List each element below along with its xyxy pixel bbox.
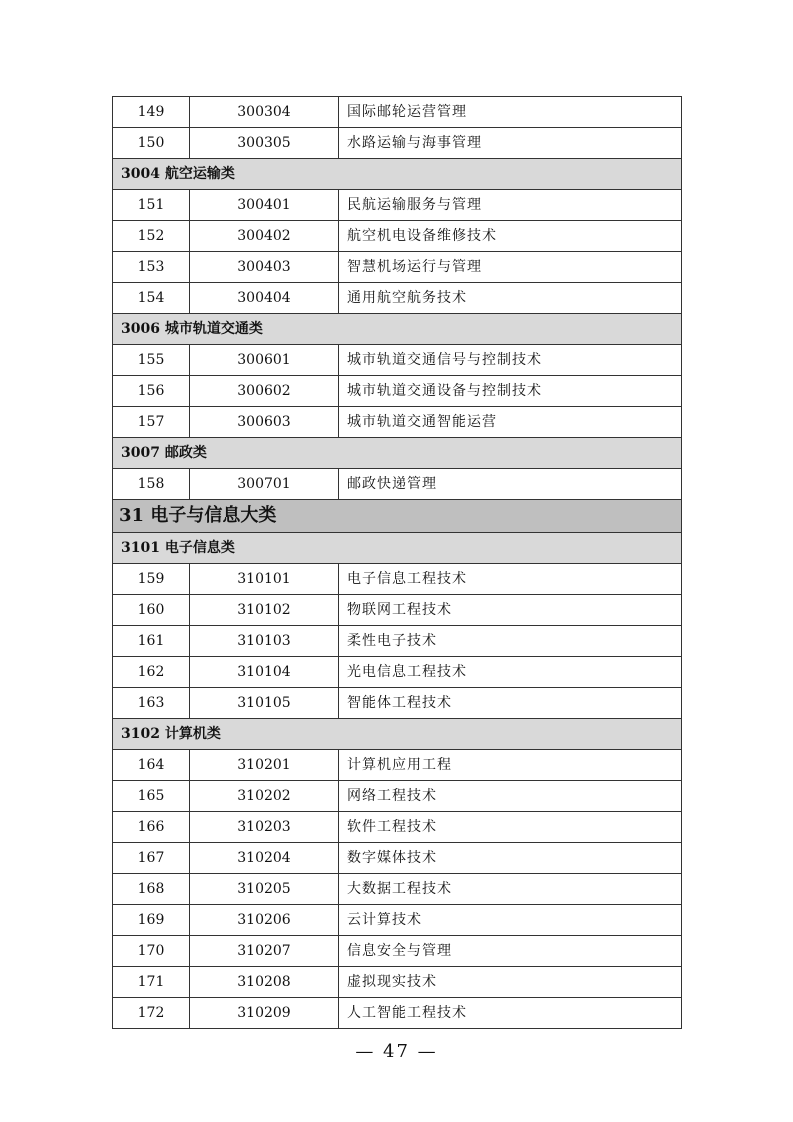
category-label: 3101 电子信息类 xyxy=(113,533,682,564)
table-row xyxy=(113,97,682,128)
row-number: 152 xyxy=(113,221,190,252)
table-row xyxy=(113,221,682,252)
program-code: 300401 xyxy=(190,190,339,221)
category-label: 3004 航空运输类 xyxy=(113,159,682,190)
category-label: 3102 计算机类 xyxy=(113,719,682,750)
program-name: 计算机应用工程 xyxy=(339,750,682,781)
row-number: 172 xyxy=(113,998,190,1029)
program-code: 300601 xyxy=(190,345,339,376)
row-number: 160 xyxy=(113,595,190,626)
table-row xyxy=(113,843,682,874)
program-code: 300603 xyxy=(190,407,339,438)
row-number: 161 xyxy=(113,626,190,657)
program-code: 310201 xyxy=(190,750,339,781)
program-code: 300305 xyxy=(190,128,339,159)
row-number: 162 xyxy=(113,657,190,688)
program-code: 310206 xyxy=(190,905,339,936)
row-number: 149 xyxy=(113,97,190,128)
table-row xyxy=(113,750,682,781)
program-name: 智能体工程技术 xyxy=(339,688,682,719)
row-number: 169 xyxy=(113,905,190,936)
row-number: 163 xyxy=(113,688,190,719)
program-code: 300304 xyxy=(190,97,339,128)
row-number: 150 xyxy=(113,128,190,159)
table-row xyxy=(113,252,682,283)
row-number: 156 xyxy=(113,376,190,407)
program-name: 人工智能工程技术 xyxy=(339,998,682,1029)
program-name: 智慧机场运行与管理 xyxy=(339,252,682,283)
program-code: 300403 xyxy=(190,252,339,283)
program-code: 310204 xyxy=(190,843,339,874)
program-name: 物联网工程技术 xyxy=(339,595,682,626)
row-number: 165 xyxy=(113,781,190,812)
program-code: 310208 xyxy=(190,967,339,998)
program-name: 柔性电子技术 xyxy=(339,626,682,657)
program-name: 数字媒体技术 xyxy=(339,843,682,874)
program-name: 通用航空航务技术 xyxy=(339,283,682,314)
program-name: 国际邮轮运营管理 xyxy=(339,97,682,128)
table-body xyxy=(113,97,682,1029)
category-row xyxy=(113,159,682,190)
row-number: 154 xyxy=(113,283,190,314)
program-code: 310202 xyxy=(190,781,339,812)
program-name: 大数据工程技术 xyxy=(339,874,682,905)
table-row xyxy=(113,874,682,905)
program-code: 310104 xyxy=(190,657,339,688)
program-name: 电子信息工程技术 xyxy=(339,564,682,595)
program-name: 城市轨道交通设备与控制技术 xyxy=(339,376,682,407)
program-name: 网络工程技术 xyxy=(339,781,682,812)
major-category-label: 31 电子与信息大类 xyxy=(113,500,682,533)
table-row xyxy=(113,190,682,221)
program-catalog-table xyxy=(112,96,682,1029)
program-name: 水路运输与海事管理 xyxy=(339,128,682,159)
category-row xyxy=(113,438,682,469)
row-number: 170 xyxy=(113,936,190,967)
program-code: 310205 xyxy=(190,874,339,905)
program-code: 310105 xyxy=(190,688,339,719)
row-number: 159 xyxy=(113,564,190,595)
program-name: 城市轨道交通信号与控制技术 xyxy=(339,345,682,376)
program-name: 光电信息工程技术 xyxy=(339,657,682,688)
table-row xyxy=(113,657,682,688)
row-number: 155 xyxy=(113,345,190,376)
program-name: 邮政快递管理 xyxy=(339,469,682,500)
page-number: — 47 — xyxy=(355,1041,438,1062)
table-row xyxy=(113,967,682,998)
major-category-row xyxy=(113,500,682,533)
program-name: 航空机电设备维修技术 xyxy=(339,221,682,252)
program-name: 城市轨道交通智能运营 xyxy=(339,407,682,438)
program-name: 软件工程技术 xyxy=(339,812,682,843)
table-row xyxy=(113,905,682,936)
program-code: 310203 xyxy=(190,812,339,843)
row-number: 157 xyxy=(113,407,190,438)
table-row xyxy=(113,595,682,626)
table-row xyxy=(113,812,682,843)
table-row xyxy=(113,469,682,500)
table-row xyxy=(113,345,682,376)
row-number: 164 xyxy=(113,750,190,781)
program-name: 虚拟现实技术 xyxy=(339,967,682,998)
program-code: 300402 xyxy=(190,221,339,252)
program-code: 300404 xyxy=(190,283,339,314)
category-row xyxy=(113,314,682,345)
table-row xyxy=(113,626,682,657)
row-number: 153 xyxy=(113,252,190,283)
table-row xyxy=(113,688,682,719)
row-number: 166 xyxy=(113,812,190,843)
program-code: 300602 xyxy=(190,376,339,407)
table-row xyxy=(113,564,682,595)
program-code: 310101 xyxy=(190,564,339,595)
row-number: 167 xyxy=(113,843,190,874)
category-row xyxy=(113,719,682,750)
program-name: 云计算技术 xyxy=(339,905,682,936)
row-number: 151 xyxy=(113,190,190,221)
program-code: 310103 xyxy=(190,626,339,657)
table-row xyxy=(113,781,682,812)
row-number: 158 xyxy=(113,469,190,500)
program-code: 310207 xyxy=(190,936,339,967)
table-row xyxy=(113,407,682,438)
table-row xyxy=(113,998,682,1029)
row-number: 171 xyxy=(113,967,190,998)
table-row xyxy=(113,376,682,407)
program-name: 民航运输服务与管理 xyxy=(339,190,682,221)
table-row xyxy=(113,283,682,314)
category-row xyxy=(113,533,682,564)
table-row xyxy=(113,936,682,967)
program-code: 300701 xyxy=(190,469,339,500)
program-code: 310102 xyxy=(190,595,339,626)
table-row xyxy=(113,128,682,159)
category-label: 3007 邮政类 xyxy=(113,438,682,469)
program-name: 信息安全与管理 xyxy=(339,936,682,967)
category-label: 3006 城市轨道交通类 xyxy=(113,314,682,345)
program-code: 310209 xyxy=(190,998,339,1029)
row-number: 168 xyxy=(113,874,190,905)
